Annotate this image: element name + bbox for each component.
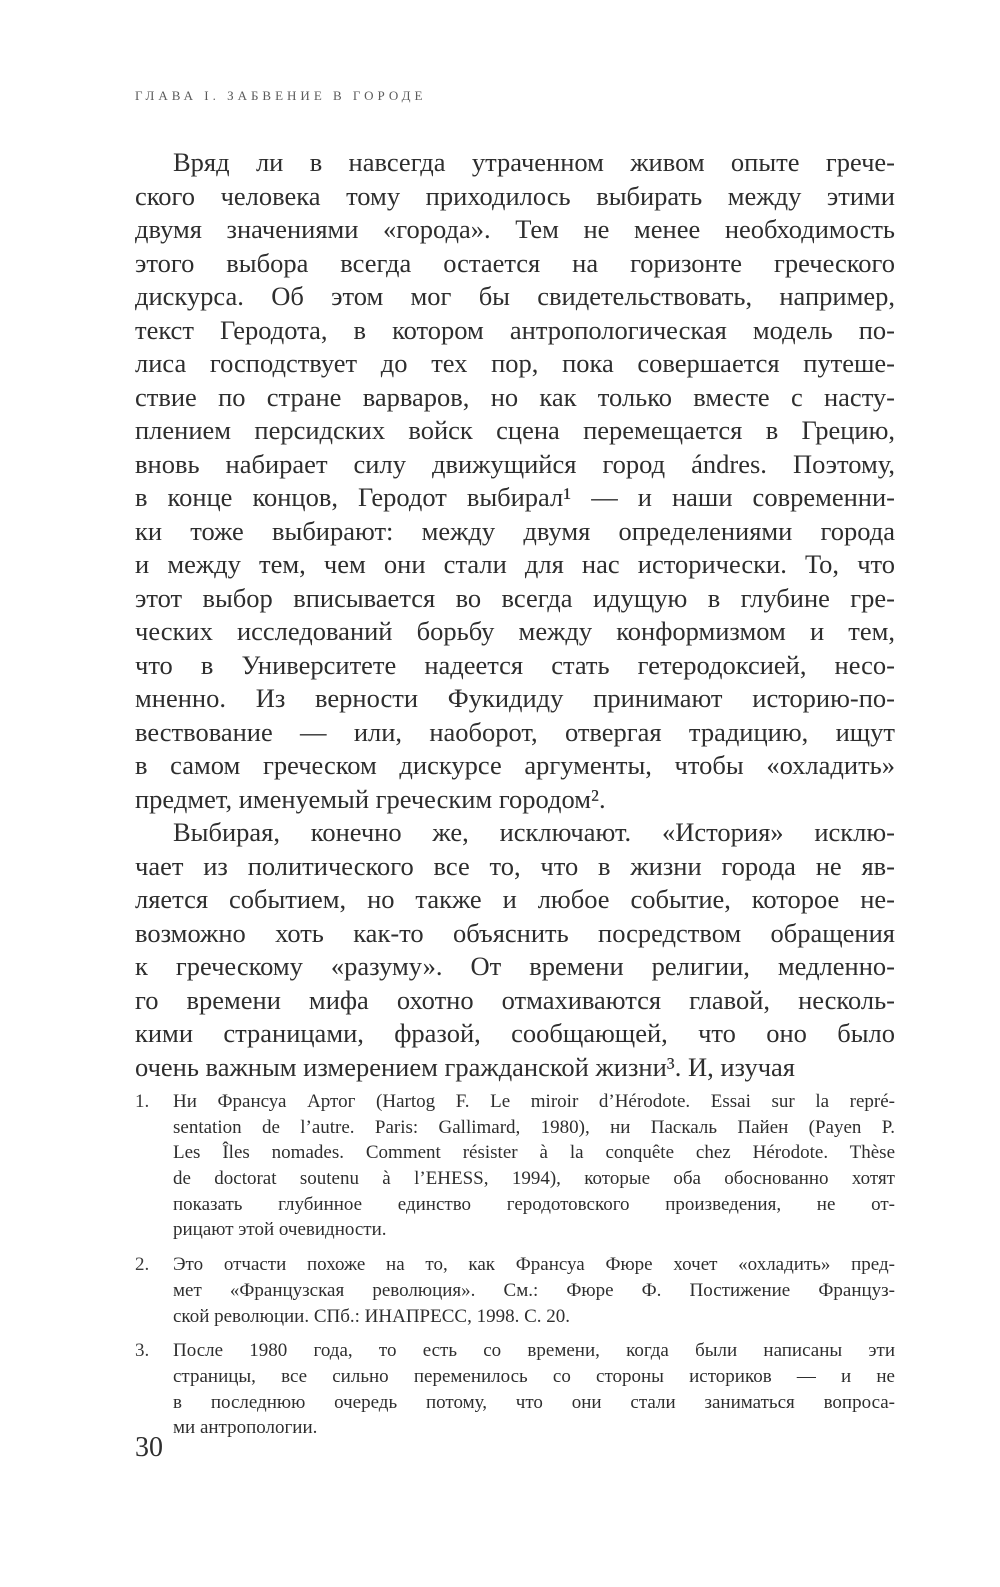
footnote-2 (135, 1252, 895, 1329)
text-line: кими страницами, фразой, сообщающей, что оно было (135, 1018, 895, 1048)
footnote-line: Les Îles nomades. Comment résister à la conquête chez Hérodote. Thèse (173, 1142, 895, 1164)
footnote-line: показать глубинное единство геродотовского произведения, не от- (173, 1193, 895, 1215)
text-line: го времени мифа охотно отмахиваются главой, несколь- (135, 984, 895, 1015)
text-line: что в Университете надеется стать гетеродоксией, несо- (135, 649, 895, 680)
text-line: ляется событием, но также и любое событие, которое не- (135, 884, 895, 914)
footnote-3 (135, 1338, 895, 1441)
text-line: ствие по стране варваров, но как только вместе с насту- (135, 381, 895, 412)
footnote-number: 2. (135, 1254, 150, 1276)
text-line: плением персидских войск сцена перемещается в Грецию, (135, 415, 895, 445)
text-line: к греческому «разуму». От времени религии, медленно- (135, 951, 895, 981)
text-line: текст Геродота, в котором антропологическая модель по- (135, 314, 895, 345)
footnotes (135, 1089, 895, 1450)
text-line: предмет, именуемый греческим городом². (135, 783, 606, 814)
text-line: этот выбор вписывается во всегда идущую в глубине гре- (135, 582, 895, 613)
footnote-1 (135, 1089, 895, 1243)
text-line: этого выбора всегда остается на горизонте греческого (135, 247, 895, 278)
footnote-line: Это отчасти похоже на то, как Франсуа Фюре хочет «охладить» пред- (173, 1254, 895, 1276)
footnote-text (135, 1252, 895, 1329)
footnote-number: 1. (135, 1091, 150, 1112)
footnote-text (135, 1089, 895, 1243)
footnote-line: sentation de l’autre. Paris: Gallimard, 1980), ни Паскаль Пайен (Payen P. (173, 1116, 895, 1138)
page-number: 30 (135, 1432, 163, 1463)
paragraph-2 (135, 816, 895, 1084)
text-line: вновь набирает силу движущийся город ándres. Поэтому, (135, 448, 895, 479)
footnote-line: мет «Французская революция». См.: Фюре Ф. Постижение Француз- (173, 1279, 895, 1301)
text-line: очень важным измерением гражданской жизни³. И, изучая (135, 1051, 795, 1082)
footnote-line: в последнюю очередь потому, что они стали заниматься вопроса- (173, 1391, 895, 1413)
footnote-text (135, 1338, 895, 1441)
text-line: ского человека тому приходилось выбирать между этими (135, 180, 895, 211)
text-line: ки тоже выбирают: между двумя определениями города (135, 515, 895, 546)
text-line: дискурса. Об этом мог бы свидетельствовать, например, (135, 281, 895, 311)
text-line: Вряд ли в навсегда утраченном живом опыте грече- (173, 147, 895, 177)
text-line: лиса господствует до тех пор, пока совершается путеше- (135, 348, 895, 378)
text-line: чает из политического все то, что в жизни города не яв- (135, 850, 895, 881)
footnote-line: ской революции. СПб.: ИНАПРЕСС, 1998. С. 20. (173, 1305, 570, 1327)
text-line: двумя значениями «города». Тем не менее необходимость (135, 214, 895, 244)
text-line: возможно хоть как-то объяснить посредством обращения (135, 917, 895, 948)
text-line: Выбирая, конечно же, исключают. «История» исклю- (173, 817, 895, 847)
running-header: ГЛАВА I. ЗАБВЕНИЕ В ГОРОДЕ (135, 88, 427, 103)
footnote-line: ми антропологии. (173, 1417, 318, 1439)
text-line: мненно. Из верности Фукидиду принимают историю-по- (135, 683, 895, 713)
footnote-line: Ни Франсуа Артог (Hartog F. Le miroir d’Hérodote. Essai sur la repré- (173, 1091, 895, 1112)
footnote-line: рицают этой очевидности. (173, 1219, 387, 1241)
footnote-line: de doctorat soutenu à l’EHESS, 1994), которые оба обоснованно хотят (173, 1168, 895, 1190)
text-line: в самом греческом дискурсе аргументы, чтобы «охладить» (135, 750, 895, 780)
text-line: в конце концов, Геродот выбирал¹ — и наши современни- (135, 482, 895, 512)
main-text (135, 146, 895, 1084)
text-line: и между тем, чем они стали для нас исторически. То, что (135, 549, 895, 579)
footnote-line: страницы, все сильно переменилось со стороны историков — и не (173, 1365, 895, 1387)
footnote-number: 3. (135, 1340, 150, 1362)
text-line: вествование — или, наоборот, отвергая традицию, ищут (135, 716, 895, 747)
paragraph-1 (135, 146, 895, 816)
text-line: ческих исследований борьбу между конформизмом и тем, (135, 616, 895, 646)
footnote-line: После 1980 года, то есть со времени, когда были написаны эти (173, 1340, 895, 1362)
